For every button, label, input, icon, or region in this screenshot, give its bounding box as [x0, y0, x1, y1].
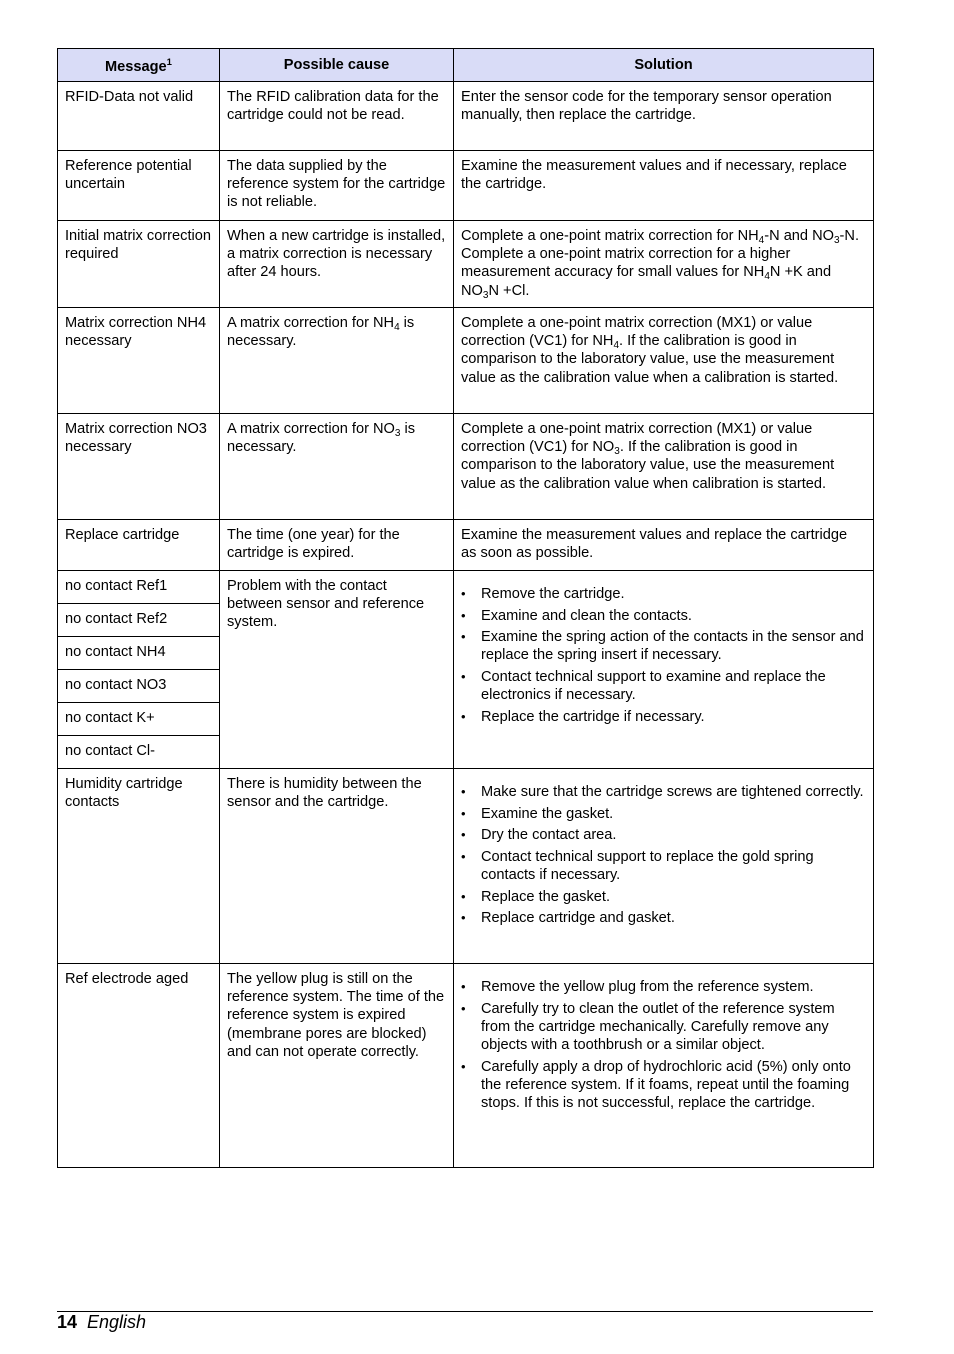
table-row — [58, 769, 874, 964]
page-number: 14 — [57, 1312, 78, 1332]
list-item: • Examine and clean the contacts. — [461, 607, 866, 625]
table-header-row — [58, 49, 874, 82]
troubleshooting-table — [57, 48, 874, 1168]
table-row — [58, 964, 874, 1168]
message-cell: no contact Cl- — [58, 736, 220, 769]
cause-cell: The time (one year) for the cartridge is expired. — [220, 520, 454, 571]
solution-list — [461, 978, 866, 1112]
list-item: • Remove the cartridge. — [461, 585, 866, 603]
message-cell: no contact K+ — [58, 703, 220, 736]
cause-cell: The RFID calibration data for the cartridge could not be read. — [220, 82, 454, 151]
list-item: • Make sure that the cartridge screws are tightened correctly. — [461, 783, 866, 801]
column-header-solution: Solution — [454, 49, 874, 82]
table-row — [58, 571, 874, 604]
solution-cell — [454, 964, 874, 1168]
table-row — [58, 308, 874, 414]
cause-cell: The data supplied by the reference system for the cartridge is not reliable. — [220, 151, 454, 221]
message-cell: Reference potential uncertain — [58, 151, 220, 221]
footer-language: English — [87, 1312, 147, 1332]
table-row — [58, 221, 874, 308]
list-item: • Examine the spring action of the contacts in the sensor and replace the spring insert if necessary. — [461, 628, 866, 664]
list-item: • Replace the cartridge if necessary. — [461, 708, 866, 726]
list-item: • Examine the gasket. — [461, 805, 866, 823]
list-item: • Replace cartridge and gasket. — [461, 909, 866, 927]
message-cell: Matrix correction NO3 necessary — [58, 414, 220, 520]
solution-cell: Complete a one-point matrix correction (MX1) or value correction (VC1) for $NH_4$. If the calibration is good in comparison to the laboratory value, use the measurement value as the calibration value when a calibration is started. — [454, 308, 874, 414]
cause-cell: Problem with the contact between sensor and reference system. — [220, 571, 454, 769]
message-cell: no contact Ref1 — [58, 571, 220, 604]
list-item: • Dry the contact area. — [461, 826, 866, 844]
solution-cell: Complete a one-point matrix correction (MX1) or value correction (VC1) for $NO_3$. If the calibration is good in comparison to the laboratory value, use the measurement value as the calibration value when calibration is started. — [454, 414, 874, 520]
solution-cell: Enter the sensor code for the temporary sensor operation manually, then replace the cartridge. — [454, 82, 874, 151]
table-row — [58, 520, 874, 571]
message-cell: no contact NH4 — [58, 637, 220, 670]
solution-list — [461, 783, 866, 927]
solution-cell: Examine the measurement values and replace the cartridge as soon as possible. — [454, 520, 874, 571]
list-item: • Carefully apply a drop of hydrochloric acid (5%) only onto the reference system. If it foams, repeat until the foaming stops. If this is not successful, replace the cartridge. — [461, 1058, 866, 1113]
message-cell: no contact Ref2 — [58, 604, 220, 637]
footnote-marker: 1 — [166, 56, 172, 68]
cause-cell: A matrix correction for $NH_4$ is necessary. — [220, 308, 454, 414]
solution-cell: Examine the measurement values and if necessary, replace the cartridge. — [454, 151, 874, 221]
column-header-message: Message$^1$ — [58, 49, 220, 82]
cause-cell: There is humidity between the sensor and the cartridge. — [220, 769, 454, 964]
solution-cell — [454, 769, 874, 964]
table-row — [58, 82, 874, 151]
list-item: • Replace the gasket. — [461, 888, 866, 906]
list-item: • Remove the yellow plug from the reference system. — [461, 978, 866, 996]
footer-rule — [57, 1311, 873, 1312]
message-cell: no contact NO3 — [58, 670, 220, 703]
list-item: • Contact technical support to examine and replace the electronics if necessary. — [461, 668, 866, 704]
table-row — [58, 414, 874, 520]
cause-cell: A matrix correction for $NO_3$ is necessary. — [220, 414, 454, 520]
cause-cell: When a new cartridge is installed, a matrix correction is necessary after 24 hours. — [220, 221, 454, 308]
solution-cell — [454, 571, 874, 769]
cause-cell: The yellow plug is still on the reference system. The time of the reference system is expired (membrane pores are blocked) and can not operate correctly. — [220, 964, 454, 1168]
message-cell: Matrix correction NH4 necessary — [58, 308, 220, 414]
message-cell: Replace cartridge — [58, 520, 220, 571]
list-item: • Contact technical support to replace the gold spring contacts if necessary. — [461, 848, 866, 884]
solution-cell: Complete a one-point matrix correction for $NH_4-N$ and $NO_3-N$. Complete a one-point matrix correction for a higher measurement accuracy for small values for $NH_4N +K$ and $NO_3N +Cl$. — [454, 221, 874, 308]
table-row — [58, 151, 874, 221]
message-cell: Humidity cartridge contacts — [58, 769, 220, 964]
message-cell: RFID-Data not valid — [58, 82, 220, 151]
message-cell: Initial matrix correction required — [58, 221, 220, 308]
message-cell: Ref electrode aged — [58, 964, 220, 1168]
list-item: • Carefully try to clean the outlet of the reference system from the cartridge mechanically. Carefully remove any objects with a toothbrush or a similar object. — [461, 1000, 866, 1055]
solution-list — [461, 585, 866, 726]
column-header-cause: Possible cause — [220, 49, 454, 82]
page-footer — [57, 1311, 146, 1333]
